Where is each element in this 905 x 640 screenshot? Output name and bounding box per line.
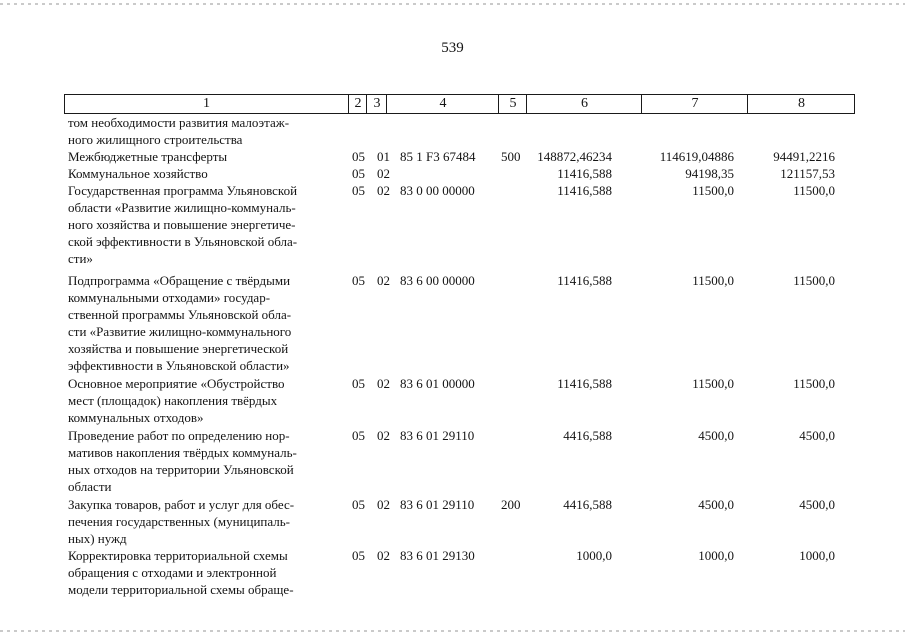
row-description [68, 496, 344, 547]
cell-amount-3: 11500,0 [793, 183, 835, 198]
scan-edge-bottom [0, 630, 905, 632]
cell-amount-1: 1000,0 [576, 548, 612, 563]
cell-expense-type: 500 [501, 149, 521, 164]
cell-amount-2: 114619,04886 [659, 149, 734, 164]
description-line: ного жилищного строительства [68, 132, 243, 147]
cell-amount-3: 4500,0 [799, 497, 835, 512]
description-line: Коммунальное хозяйство [68, 166, 208, 181]
cell-amount-2: 4500,0 [698, 497, 734, 512]
description-line: области «Развитие жилищно-коммуналь- [68, 200, 296, 215]
header-cell-2: 2 [348, 95, 367, 113]
cell-subsection: 02 [377, 376, 390, 391]
description-line: модели территориальной схемы обраще- [68, 582, 294, 597]
description-line: Корректировка территориальной схемы [68, 548, 288, 563]
description-line: ской эффективности в Ульяновской обла- [68, 234, 298, 249]
description-line: обращения с отходами и электронной [68, 565, 277, 580]
description-line: ных) нужд [68, 531, 127, 546]
description-line: Проведение работ по определению нор- [68, 428, 290, 443]
row-description [68, 427, 344, 495]
description-line: Государственная программа Ульяновской [68, 183, 298, 198]
cell-amount-1: 11416,588 [557, 376, 612, 391]
cell-amount-3: 121157,53 [780, 166, 835, 181]
cell-amount-3: 1000,0 [799, 548, 835, 563]
cell-section: 05 [352, 273, 365, 288]
cell-subsection: 02 [377, 166, 390, 181]
cell-target-code: 83 6 01 29110 [400, 428, 475, 443]
cell-section: 05 [352, 428, 365, 443]
cell-amount-2: 11500,0 [692, 376, 734, 391]
description-line: Закупка товаров, работ и услуг для обес- [68, 497, 295, 512]
cell-amount-2: 4500,0 [698, 428, 734, 443]
header-cell-8: 8 [747, 95, 855, 113]
cell-target-code: 83 6 00 00000 [400, 273, 475, 288]
header-cell-1: 1 [203, 96, 210, 111]
description-line: ных отходов на территории Ульяновской [68, 462, 294, 477]
cell-target-code: 85 1 F3 67484 [400, 149, 476, 164]
cell-target-code: 83 6 01 29110 [400, 497, 475, 512]
row-description [68, 547, 344, 598]
description-line: Межбюджетные трансферты [68, 149, 228, 164]
description-line: мативов накопления твёрдых коммуналь- [68, 445, 297, 460]
description-line: хозяйства и повышение энергетической [68, 341, 289, 356]
cell-target-code: 83 6 01 29130 [400, 548, 475, 563]
cell-amount-2: 11500,0 [692, 273, 734, 288]
description-line: Основное мероприятие «Обустройство [68, 376, 285, 391]
row-description [68, 148, 344, 165]
table-header-row [64, 94, 855, 114]
cell-section: 05 [352, 376, 365, 391]
cell-amount-3: 4500,0 [799, 428, 835, 443]
cell-amount-1: 148872,46234 [537, 149, 612, 164]
cell-amount-1: 11416,588 [557, 273, 612, 288]
cell-amount-3: 11500,0 [793, 273, 835, 288]
scan-edge-top [0, 3, 905, 5]
cell-amount-1: 4416,588 [563, 497, 612, 512]
cell-subsection: 02 [377, 183, 390, 198]
row-description [68, 165, 344, 182]
cell-amount-2: 94198,35 [685, 166, 734, 181]
cell-subsection: 01 [377, 149, 390, 164]
header-cell-7: 7 [641, 95, 748, 113]
cell-target-code: 83 0 00 00000 [400, 183, 475, 198]
cell-subsection: 02 [377, 548, 390, 563]
description-line: том необходимости развития малоэтаж- [68, 115, 290, 130]
row-description [68, 182, 344, 267]
cell-expense-type: 200 [501, 497, 521, 512]
row-description [68, 114, 344, 148]
cell-amount-1: 11416,588 [557, 183, 612, 198]
description-line: области [68, 479, 112, 494]
cell-amount-1: 4416,588 [563, 428, 612, 443]
header-cell-3: 3 [366, 95, 387, 113]
cell-subsection: 02 [377, 273, 390, 288]
description-line: сти» [68, 251, 93, 266]
page-number: 539 [441, 40, 464, 56]
description-line: ного хозяйства и повышение энергетиче- [68, 217, 296, 232]
cell-target-code: 83 6 01 00000 [400, 376, 475, 391]
description-line: мест (площадок) накопления твёрдых [68, 393, 278, 408]
cell-amount-3: 94491,2216 [773, 149, 835, 164]
cell-section: 05 [352, 166, 365, 181]
description-line: ственной программы Ульяновской обла- [68, 307, 292, 322]
cell-amount-3: 11500,0 [793, 376, 835, 391]
cell-amount-2: 1000,0 [698, 548, 734, 563]
description-line: сти «Развитие жилищно-коммунального [68, 324, 292, 339]
cell-subsection: 02 [377, 428, 390, 443]
row-description [68, 375, 344, 426]
description-line: коммунальных отходов» [68, 410, 204, 425]
description-line: печения государственных (муниципаль- [68, 514, 291, 529]
description-line: коммунальными отходами» государ- [68, 290, 271, 305]
header-cell-4: 4 [386, 95, 499, 113]
cell-amount-2: 11500,0 [692, 183, 734, 198]
cell-section: 05 [352, 183, 365, 198]
cell-amount-1: 11416,588 [557, 166, 612, 181]
header-cell-5: 5 [498, 95, 527, 113]
row-description [68, 272, 344, 374]
description-line: Подпрограмма «Обращение с твёрдыми [68, 273, 291, 288]
description-line: эффективности в Ульяновской области» [68, 358, 290, 373]
cell-subsection: 02 [377, 497, 390, 512]
cell-section: 05 [352, 149, 365, 164]
cell-section: 05 [352, 548, 365, 563]
header-cell-6: 6 [526, 95, 642, 113]
cell-section: 05 [352, 497, 365, 512]
